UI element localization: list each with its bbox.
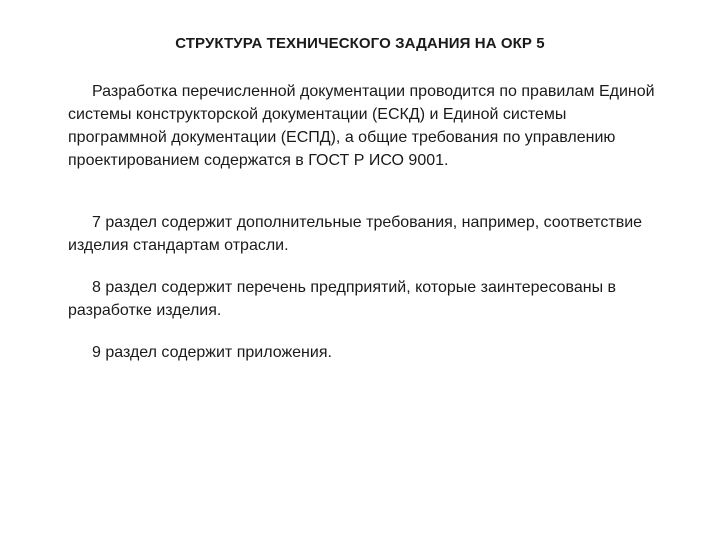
document-title: СТРУКТУРА ТЕХНИЧЕСКОГО ЗАДАНИЯ НА ОКР 5 [175,35,545,52]
paragraph-section-9 [68,341,668,364]
paragraph-section-7 [68,211,668,257]
paragraph-section-8 [68,276,668,322]
paragraph-text: 7 раздел содержит дополнительные требования, например, соответствие изделия стандартам отрасли. [68,214,643,254]
paragraph-documentation-standards [68,80,668,172]
paragraph-text: 8 раздел содержит перечень предприятий, которые заинтересованы в разработке изделия. [68,279,617,319]
paragraph-text: 9 раздел содержит приложения. [92,344,332,361]
paragraph-text: Разработка перечисленной документации проводится по правилам Единой системы конструкторской документации (ЕСКД) и Единой системы программной документации (ЕСПД), а общие требования по управлению проектированием содержатся в ГОСТ Р ИСО 9001. [68,83,655,169]
